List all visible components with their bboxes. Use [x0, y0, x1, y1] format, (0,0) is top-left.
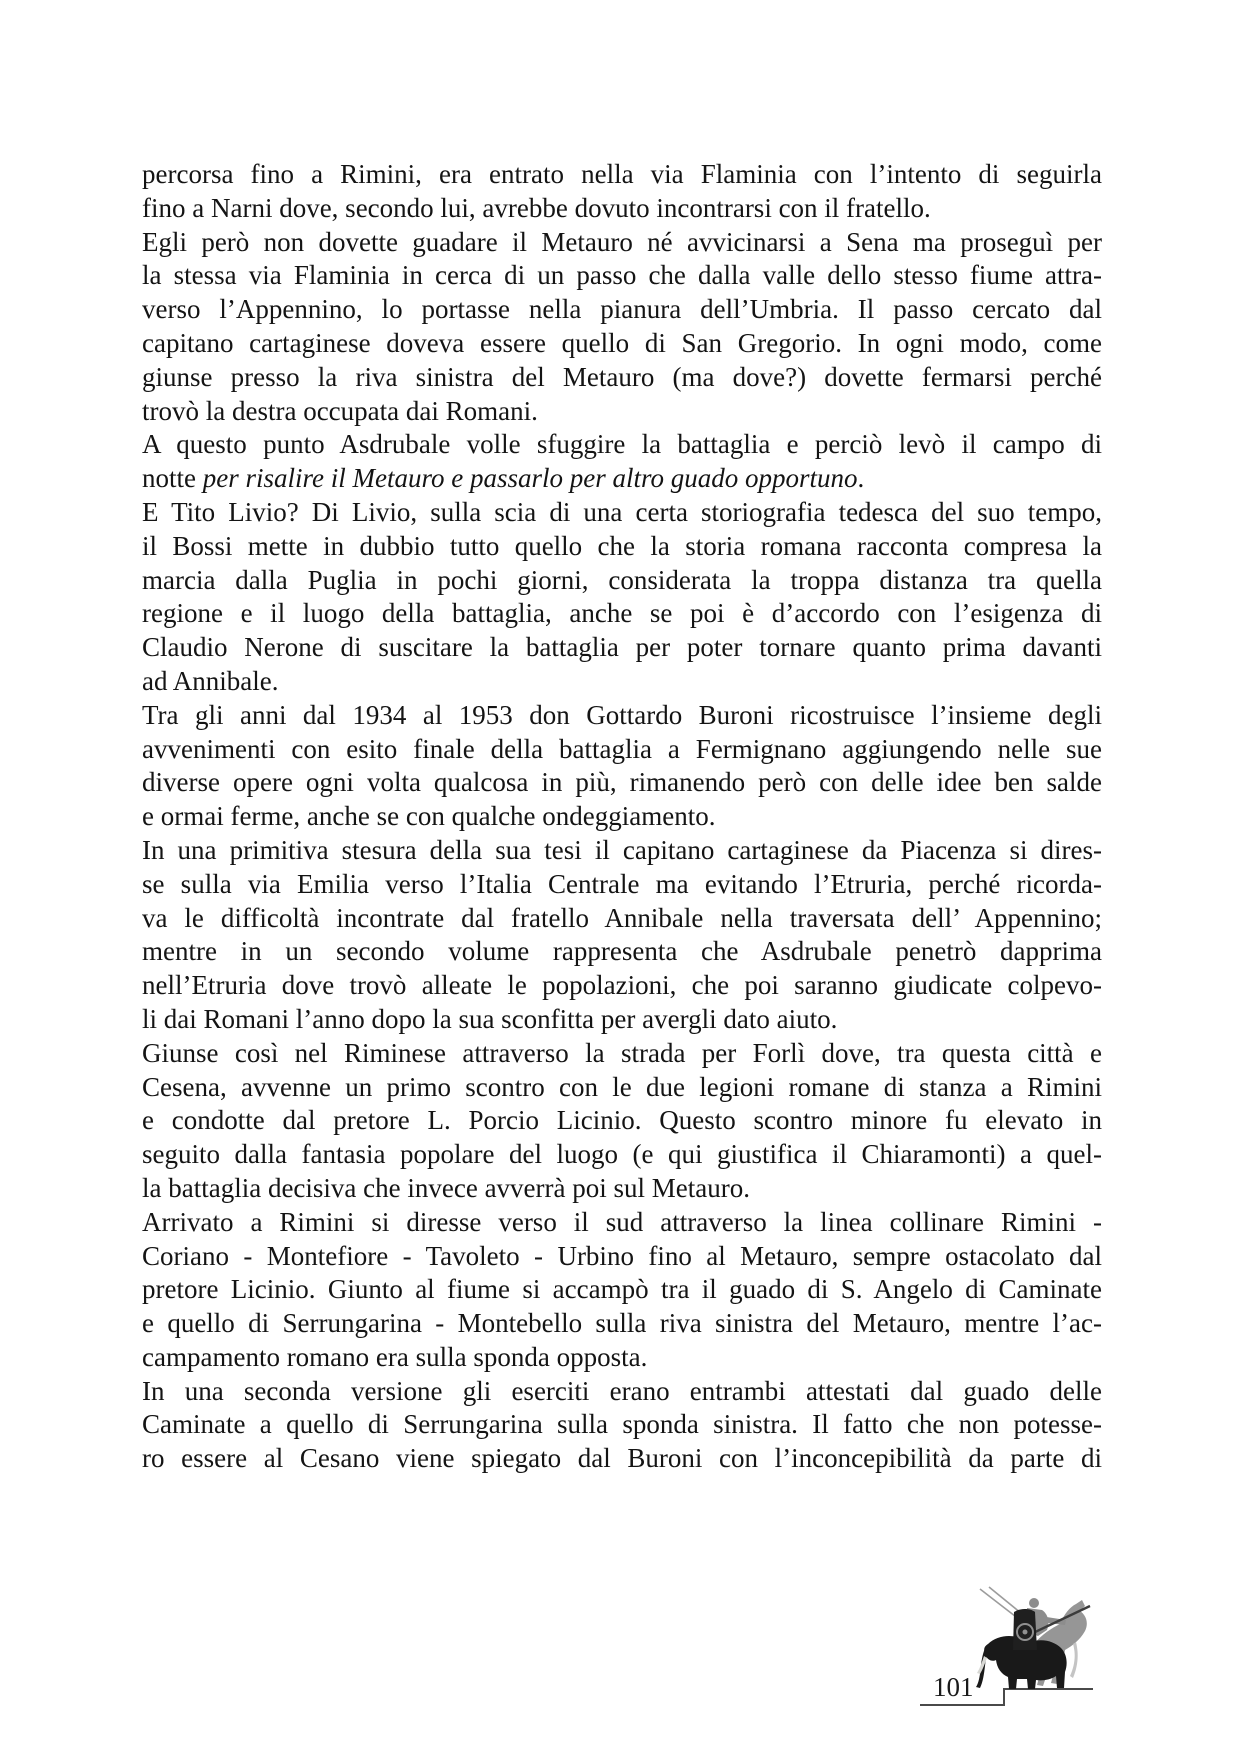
footer-rule-lower — [920, 1704, 1005, 1706]
text-line: notte per risalire il Metauro e passarlo per altro guado opportuno. — [142, 463, 865, 494]
text-line: se sulla via Emilia verso l’Italia Centrale ma evitando l’Etruria, perché ricorda- — [142, 868, 1102, 899]
rider-head-icon — [1029, 1598, 1039, 1608]
text-line: Caminate a quello di Serrungarina sulla sponda sinistra. Il fatto che non potesse- — [142, 1409, 1102, 1440]
text-line: la battaglia decisiva che invece avverrà poi sul Metauro. — [142, 1172, 750, 1203]
horse-tail-icon — [1070, 1642, 1078, 1678]
text-line: Claudio Nerone di suscitare la battaglia per poter tornare quanto prima davanti — [142, 632, 1102, 663]
text-line: Coriano - Montefiore - Tavoleto - Urbino fino al Metauro, sempre ostacolato dal — [142, 1240, 1102, 1271]
italic-phrase: per risalire il Metauro e passarlo per altro guado opportuno — [202, 463, 858, 494]
text-line: e condotte dal pretore L. Porcio Licinio. Questo scontro minore fu elevato in — [142, 1105, 1102, 1136]
text-line: verso l’Appennino, lo portasse nella pianura dell’Umbria. Il passo cercato dal — [142, 294, 1102, 325]
shield-boss-icon — [1023, 1630, 1028, 1635]
text-line: e quello di Serrungarina - Montebello sulla riva sinistra del Metauro, mentre l’ac- — [142, 1308, 1102, 1339]
text-line: percorsa fino a Rimini, era entrato nella via Flaminia con l’intento di seguirla — [142, 159, 1102, 189]
text-line: li dai Romani l’anno dopo la sua sconfitta per avergli dato aiuto. — [142, 1003, 838, 1034]
text-line: marcia dalla Puglia in pochi giorni, considerata la troppa distanza tra quella — [142, 564, 1102, 595]
text-line: Arrivato a Rimini si diresse verso il sud attraverso la linea collinare Rimini - — [142, 1206, 1102, 1237]
text-line: E Tito Livio? Di Livio, sulla scia di una certa storiografia tedesca del suo tempo, — [142, 496, 1102, 527]
text-line: mentre in un secondo volume rappresenta che Asdrubale penetrò dapprima — [142, 936, 1102, 967]
text-line: ad Annibale. — [142, 665, 279, 696]
footer-rule-step — [1003, 1688, 1005, 1706]
text-line: il Bossi mette in dubbio tutto quello che la storia romana racconta compresa la — [142, 530, 1102, 561]
page-number: 101 — [933, 1672, 974, 1702]
text-line: Cesena, avvenne un primo scontro con le due legioni romane di stanza a Rimini — [142, 1071, 1102, 1102]
text-line: ro essere al Cesano viene spiegato dal Buroni con l’inconcepibilità da parte di — [142, 1443, 1102, 1474]
text-line: fino a Narni dove, secondo lui, avrebbe dovuto incontrarsi con il fratello. — [142, 192, 931, 223]
text-line: trovò la destra occupata dai Romani. — [142, 395, 538, 426]
text-line: va le difficoltà incontrate dal fratello Annibale nella traversata dell’ Appennino; — [142, 902, 1102, 933]
text-line: Egli però non dovette guadare il Metauro né avvicinarsi a Sena ma proseguì per — [142, 226, 1102, 257]
text-line: nell’Etruria dove trovò alleate le popolazioni, che poi saranno giudicate colpevo- — [142, 970, 1102, 1001]
text-line: Tra gli anni dal 1934 al 1953 don Gottardo Buroni ricostruisce l’insieme degli — [142, 699, 1102, 730]
text-line: pretore Licinio. Giunto al fiume si accampò tra il guado di S. Angelo di Caminate — [142, 1274, 1102, 1305]
text-line: la stessa via Flaminia in cerca di un passo che dalla valle dello stesso fiume attra- — [142, 260, 1102, 291]
text-line: campamento romano era sulla sponda opposta. — [142, 1341, 648, 1372]
text-line: e ormai ferme, anche se con qualche ondeggiamento. — [142, 801, 716, 832]
body-text — [142, 158, 1102, 1476]
text-line: avvenimenti con esito finale della battaglia a Fermignano aggiungendo nelle sue — [142, 733, 1102, 764]
text-line: diverse opere ogni volta qualcosa in più, rimanendo però con delle idee ben salde — [142, 767, 1102, 798]
text-line: seguito dalla fantasia popolare del luogo (e qui giustifica il Chiaramonti) a quel- — [142, 1139, 1102, 1170]
text-line: In una seconda versione gli eserciti erano entrambi attestati dal guado delle — [142, 1375, 1102, 1406]
text-line: A questo punto Asdrubale volle sfuggire la battaglia e perciò levò il campo di — [142, 429, 1102, 460]
text-line: capitano cartaginese doveva essere quello di San Gregorio. In ogni modo, come — [142, 327, 1102, 358]
text-line: In una primitiva stesura della sua tesi il capitano cartaginese da Piacenza si dires- — [142, 834, 1102, 865]
text-line: Giunse così nel Riminese attraverso la strada per Forlì dove, tra questa città e — [142, 1037, 1102, 1068]
text-line: regione e il luogo della battaglia, anche se poi è d’accordo con l’esigenza di — [142, 598, 1102, 629]
war-elephant-graphic — [972, 1586, 1100, 1690]
text-line: giunse presso la riva sinistra del Metauro (ma dove?) dovette fermarsi perché — [142, 361, 1102, 392]
